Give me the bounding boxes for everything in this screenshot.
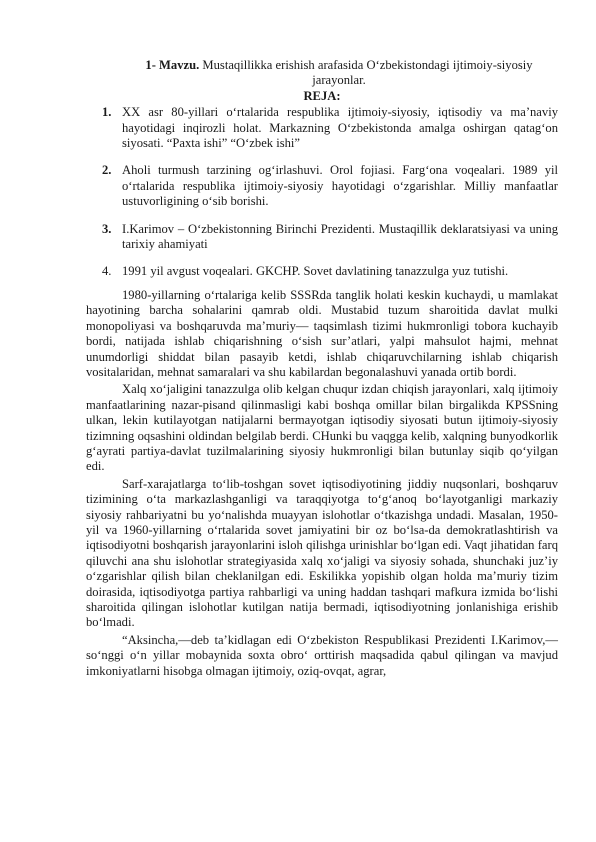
body-paragraph: Sarf-xarajatlarga to‘lib-toshgan sovet iqtisodiyotining jiddiy nuqsonlari, boshqaruv tizimining o‘ta markazlashganligi va taraqqiyotga to‘g‘anoq bo‘layotganligi markaziy siyosiy rahbariyatni bu yo‘nalishda muayyan islohotlar o‘tkazishga undadi. Masalan, 1950-yil va 1960-yillarning o‘rtalarida sovet jamiyatini bir oz bo‘lsa-da demokratlashtirish va iqtisodiyotni boshqarish jarayonlarini isloh qilishga urinishlar bo‘lgan edi. Vaqt jihatidan farq qiluvchi ana shu islohotlar strategiyasida xalq xo‘jaligi va siyosiy sohada, shunchaki juz’iy o‘zgarishlar qilish bilan cheklanilgan edi. Eskilikka yopishib olgan holda ma’muriy tizim doirasida, iqtisodiyotga partiya rahbarligi va uning haddan tashqari mafkura izmida bo‘lishi sharoitida qilingan islohotlar kutilgan natija bermadi, iqtisodiyotning jonlanishiga erishib bo‘lmadi.: [86, 476, 558, 630]
topic-text: Mustaqillikka erishish arafasida O‘zbekistondagi ijtimoiy-siyosiy jarayonlar.: [202, 58, 533, 88]
plan-item: [86, 264, 558, 279]
plan-item: [86, 222, 558, 253]
plan-item-number: 1.: [102, 105, 112, 120]
plan-item-text: Aholi turmush tarzining og‘irlashuvi. Orol fojiasi. Farg‘ona voqealari. 1989 yil o‘rtalarida respublika ijtimoiy-siyosiy hayotidagi o‘zgarishlar. Milliy manfaatlar ustuvorligining o‘sib borishi.: [122, 163, 558, 209]
document-content: [86, 58, 558, 681]
plan-list: [86, 105, 558, 280]
body-paragraph: Xalq xo‘jaligini tanazzulga olib kelgan chuqur izdan chiqish jarayonlari, xalq ijtimoiy manfaatlarining nazar-pisand qilinmasligi kabi boshqa omillar bilan birgalikda KPSSning ulkan, lekin kutilayotgan natijalarni bermayotgan iqtisodiy siyosati butun ijtimoiy-siyosiy tizimning oqsashini oldindan belgilab berdi. CHunki bu vaqgga kelib, xalqning bunyodkorlik g‘ayrati partiya-davlat tuzilmalarining siyosiy hukmronligi bilan butunlay siqib qo‘yilgan edi.: [86, 382, 558, 474]
body-paragraph: 1980-yillarning o‘rtalariga kelib SSSRda tanglik holati keskin kuchaydi, u mamlakat hayotining barcha sohalarini qamrab oldi. Mustabid tuzum sharoitida davlat mulki monopoliyasi va boshqaruvda ma’muriy— taqsimlash tizimi hukmronligi tobora kuchayib bordi, natijada ishlab chiqarishning o‘sish sur’atlari, yalpi mahsulot hajmi, mehnat unumdorligi shiddat bilan pasayib ketdi, ishlab chiqaruvchilarning ishlab chiqarish vositalaridan, mehnat samaralari va shu kabilardan begonalashuvi yanada ortib bordi.: [86, 287, 558, 379]
plan-item-text: XX asr 80-yillari o‘rtalarida respublika ijtimoiy-siyosiy, iqtisodiy va ma’naviy hayotidagi inqirozli holat. Markazning O‘zbekistonda amalga oshirgan qatag‘on siyosati. “Paxta ishi” “O‘zbek ishi”: [122, 105, 558, 151]
body-paragraph: “Aksincha,—deb ta’kidlagan edi O‘zbekiston Respublikasi Prezidenti I.Karimov,— so‘nggi o‘n yillar mobaynida soxta obro‘ orttirish maqsadida qabul qilingan va mavjud imkoniyatlarni hisobga olmagan ijtimoiy, oziq-ovqat, agrar,: [86, 632, 558, 678]
topic-label: 1- Mavzu.: [145, 58, 200, 72]
plan-item: [86, 105, 558, 151]
plan-item-number: 2.: [102, 163, 112, 178]
plan-heading: REJA:: [303, 88, 341, 103]
plan-item: [86, 163, 558, 209]
plan-item-text: I.Karimov – O‘zbekistonning Birinchi Prezidenti. Mustaqillik deklaratsiyasi va uning tarixiy ahamiyati: [122, 221, 558, 252]
plan-item-number: 3.: [102, 221, 112, 236]
plan-item-number: 4.: [102, 264, 112, 279]
lecture-title: [86, 58, 558, 89]
plan-item-text: 1991 yil avgust voqealari. GKCHP. Sovet davlatining tanazzulga yuz tutishi.: [122, 264, 509, 279]
